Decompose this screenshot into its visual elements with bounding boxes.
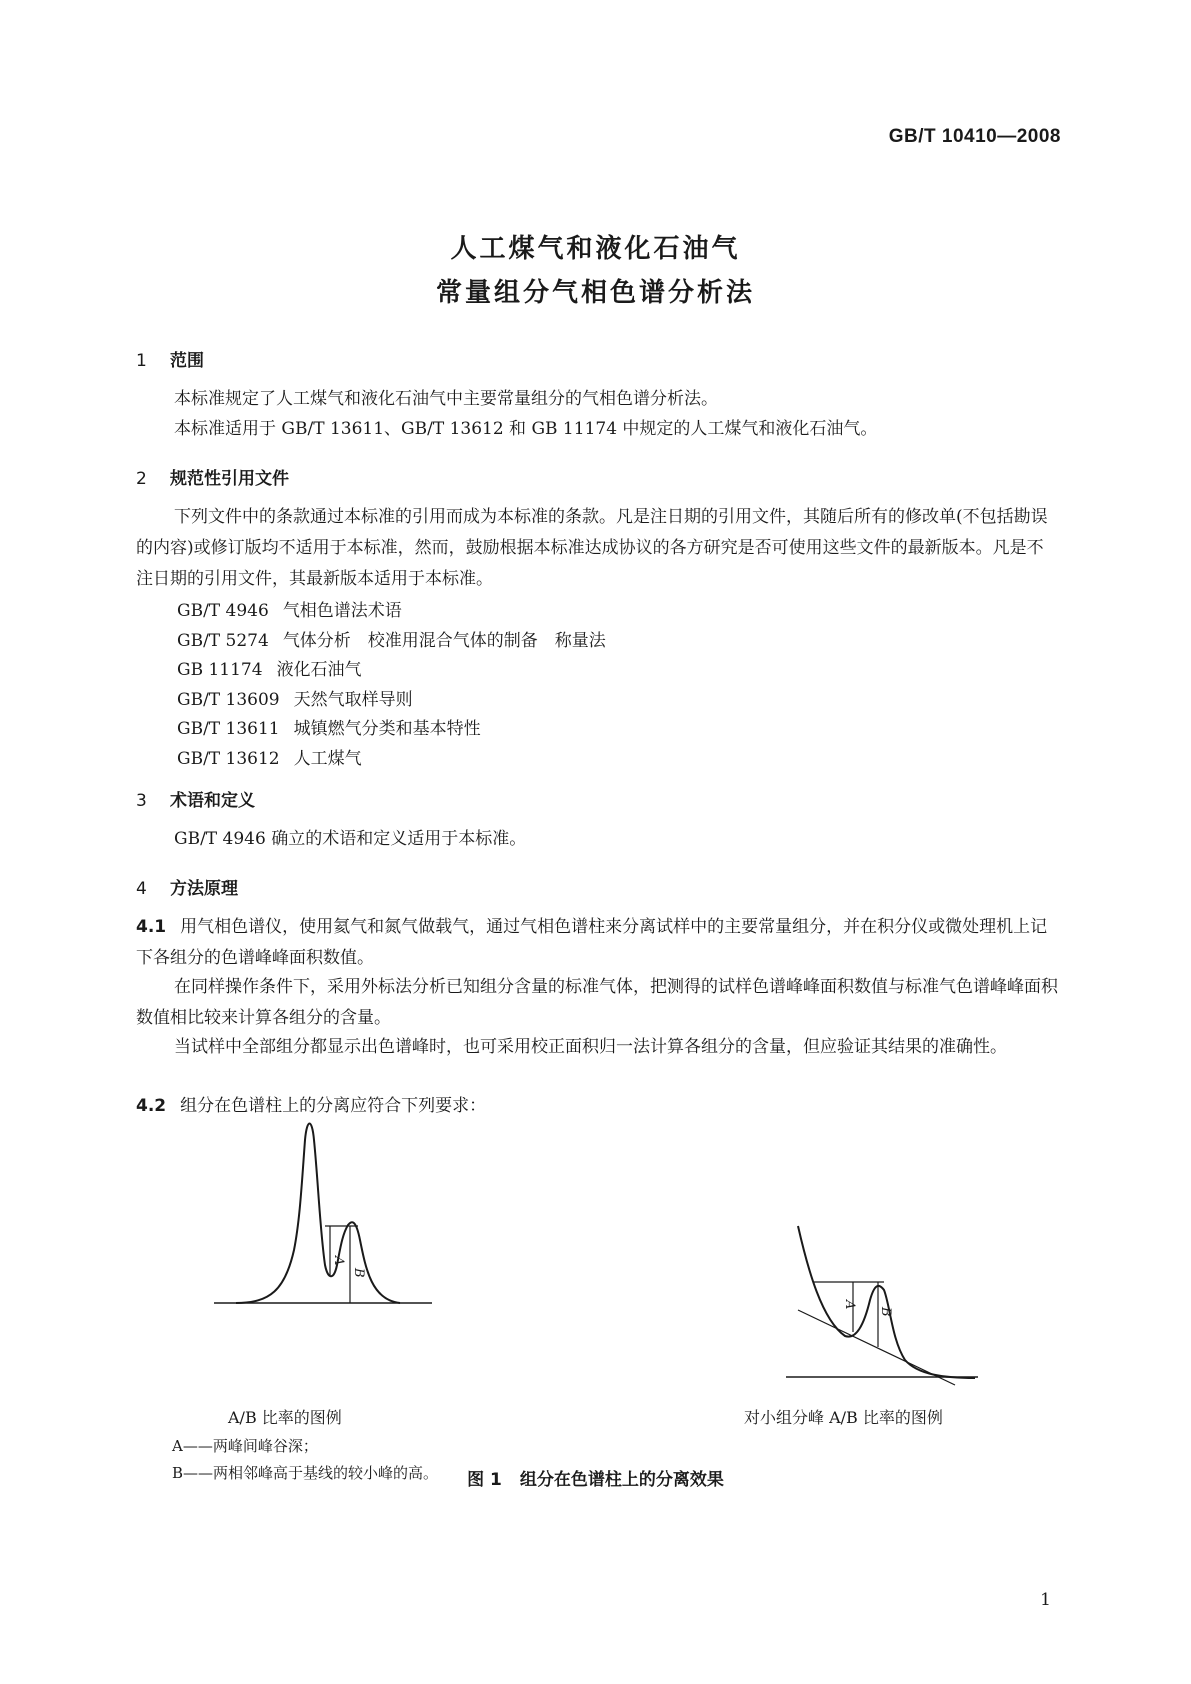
section-1-paragraph-1: 本标准规定了人工煤气和液化石油气中主要常量组分的气相色谱分析法。 xyxy=(174,389,718,409)
reference-code: GB/T 13609 xyxy=(177,690,280,710)
legend-a: A——两峰间峰谷深； xyxy=(172,1437,318,1455)
section-4-paragraph-2: 在同样操作条件下，采用外标法分析已知组分含量的标准气体，把测得的试样色谱峰峰面积数值与标准气色谱峰峰面积数值相比较来计算各组分的含量。 xyxy=(136,977,1058,1028)
left-chromatogram xyxy=(214,1124,432,1304)
reference-code: GB/T 5274 xyxy=(177,631,269,651)
reference-code: GB/T 4946 xyxy=(177,601,269,621)
section-title: 方法原理 xyxy=(170,879,238,899)
section-number: 3 xyxy=(136,791,147,811)
chromatogram-curve xyxy=(236,1124,400,1304)
figure-number: 图 1 xyxy=(467,1470,502,1490)
legend-b: B——两相邻峰高于基线的较小峰的高。 xyxy=(172,1464,439,1482)
chromatogram-curve xyxy=(798,1226,975,1378)
reference-title: 城镇燃气分类和基本特性 xyxy=(293,719,481,739)
reference-title: 液化石油气 xyxy=(276,660,362,680)
section-1-paragraph-2: 本标准适用于 GB/T 13611、GB/T 13612 和 GB 11174 中规定的人工煤气和液化石油气。 xyxy=(174,419,878,439)
section-number: 2 xyxy=(136,469,147,489)
standard-number: GB/T 10410—2008 xyxy=(888,126,1061,147)
clause-text: 用气相色谱仪，使用氦气和氮气做载气，通过气相色谱柱来分离试样中的主要常量组分，并在积分仪或微处理机上记下各组分的色谱峰峰面积数值。 xyxy=(136,917,1048,968)
label-a-left: A xyxy=(331,1256,346,1266)
section-title: 范围 xyxy=(170,351,204,371)
document-title-line1: 人工煤气和液化石油气 xyxy=(450,234,741,264)
clause-number: 4.1 xyxy=(136,917,167,937)
clause-number: 4.2 xyxy=(136,1096,167,1116)
label-a-right: A xyxy=(842,1300,857,1310)
right-figure-caption: 对小组分峰 A/B 比率的图例 xyxy=(744,1408,943,1427)
left-figure-caption: A/B 比率的图例 xyxy=(228,1408,342,1427)
reference-title: 气相色谱法术语 xyxy=(282,601,402,621)
reference-code: GB 11174 xyxy=(177,660,263,680)
label-b-right: B xyxy=(878,1307,893,1317)
reference-title: 人工煤气 xyxy=(293,749,362,769)
section-title: 规范性引用文件 xyxy=(170,469,289,489)
figure-title-text: 组分在色谱柱上的分离效果 xyxy=(519,1470,724,1490)
right-chromatogram xyxy=(786,1226,978,1385)
reference-title: 气体分析 校准用混合气体的制备 称量法 xyxy=(282,631,606,651)
section-number: 4 xyxy=(136,879,147,899)
section-2-paragraph-1: 下列文件中的条款通过本标准的引用而成为本标准的条款。凡是注日期的引用文件，其随后所有的修改单(不包括勘误的内容)或修订版均不适用于本标准，然而，鼓励根据本标准达成协议的各方研究是否可使用这些文件的最新版本。凡是不注日期的引用文件，其最新版本适用于本标准。 xyxy=(136,507,1048,589)
reference-title: 天然气取样导则 xyxy=(293,690,413,710)
reference-code: GB/T 13611 xyxy=(177,719,280,739)
reference-code: GB/T 13612 xyxy=(177,749,280,769)
section-4-paragraph-3: 当试样中全部组分都显示出色谱峰时，也可采用校正面积归一法计算各组分的含量，但应验证其结果的准确性。 xyxy=(174,1037,1007,1057)
clause-text: 组分在色谱柱上的分离应符合下列要求： xyxy=(180,1096,487,1116)
figure-title xyxy=(0,1465,1191,1490)
label-b-left: B xyxy=(351,1268,366,1278)
page-number: 1 xyxy=(1040,1590,1051,1610)
section-3-paragraph-1: GB/T 4946 确立的术语和定义适用于本标准。 xyxy=(174,829,527,849)
document-title-line2: 常量组分气相色谱分析法 xyxy=(435,278,755,308)
section-title: 术语和定义 xyxy=(170,791,255,811)
section-number: 1 xyxy=(136,351,147,371)
